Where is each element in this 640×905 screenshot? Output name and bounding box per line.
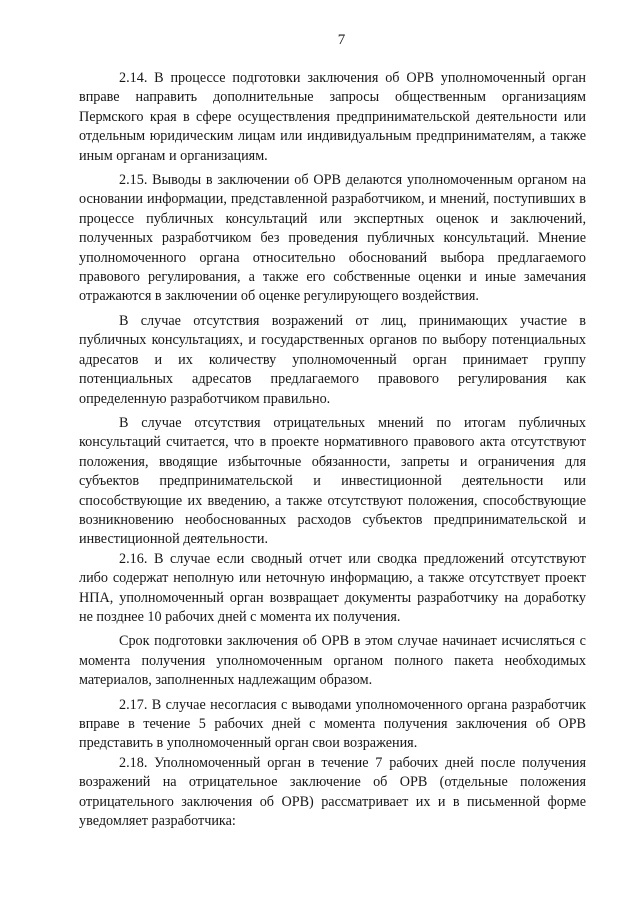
paragraph-2-15: 2.15. Выводы в заключении об ОРВ делаются уполномоченным органом на основании информации, представленной разработчиком, и мнений, поступивших в процессе публичных консультаций или экспертных оценок и заключений, полученных разработчиком без проведения публичных консультаций. Мнение уполномоченного органа относительно обоснований выбора предлагаемого правового регулирования, а также его собственные оценки и иные замечания отражаются в заключении об оценке регулирующего воздействия. xyxy=(79,172,586,305)
paragraph-2-17: 2.17. В случае несогласия с выводами уполномоченного органа разработчик вправе в течение 5 рабочих дней с момента получения заключения об ОРВ представить в уполномоченный орган свои возражения. xyxy=(79,696,586,752)
paragraph-no-negative-opinions: В случае отсутствия отрицательных мнений по итогам публичных консультаций считается, что в проекте нормативного правового акта отсутствуют положения, вводящие избыточные обязанности, запреты и ограничения для субъектов предпринимательской и инвестиционной деятельности или способствующие их введению, а также отсутствуют положения, способствующие возникновению необоснованных расходов субъектов предпринимательской и инвестиционной деятельности. xyxy=(79,414,586,548)
paragraph-2-18: 2.18. Уполномоченный орган в течение 7 рабочих дней после получения возражений на отрицательное заключение об ОРВ (отдельные положения отрицательного заключения об ОРВ) рассматривает их и в письменной форме уведомляет разработчика: xyxy=(79,754,586,830)
paragraph-review-period: Срок подготовки заключения об ОРВ в этом случае начинает исчисляться с момента получения уполномоченным органом полного пакета необходимых материалов, заполненных надлежащим образом. xyxy=(79,633,586,689)
page-number: 7 xyxy=(337,32,346,48)
paragraph-2-16: 2.16. В случае если сводный отчет или сводка предложений отсутствуют либо содержат неполную или неточную информацию, а также отсутствует проект НПА, уполномоченный орган возвращает документы разработчику на доработку не позднее 10 рабочих дней с момента их получения. xyxy=(79,550,586,625)
document-body xyxy=(79,69,586,831)
paragraph-no-objections: В случае отсутствия возражений от лиц, принимающих участие в публичных консультациях, и государственных органов по выбору потенциальных адресатов и их количеству уполномоченный орган принимает группу потенциальных адресатов предлагаемого правового регулирования как определенную разработчиком правильно. xyxy=(79,312,586,407)
paragraph-2-14: 2.14. В процессе подготовки заключения об ОРВ уполномоченный орган вправе направить дополнительные запросы общественным организациям Пермского края в сфере осуществления предпринимательской деятельности или отдельным юридическим лицам или индивидуальным предпринимателям, а также иным органам и организациям. xyxy=(79,70,586,164)
